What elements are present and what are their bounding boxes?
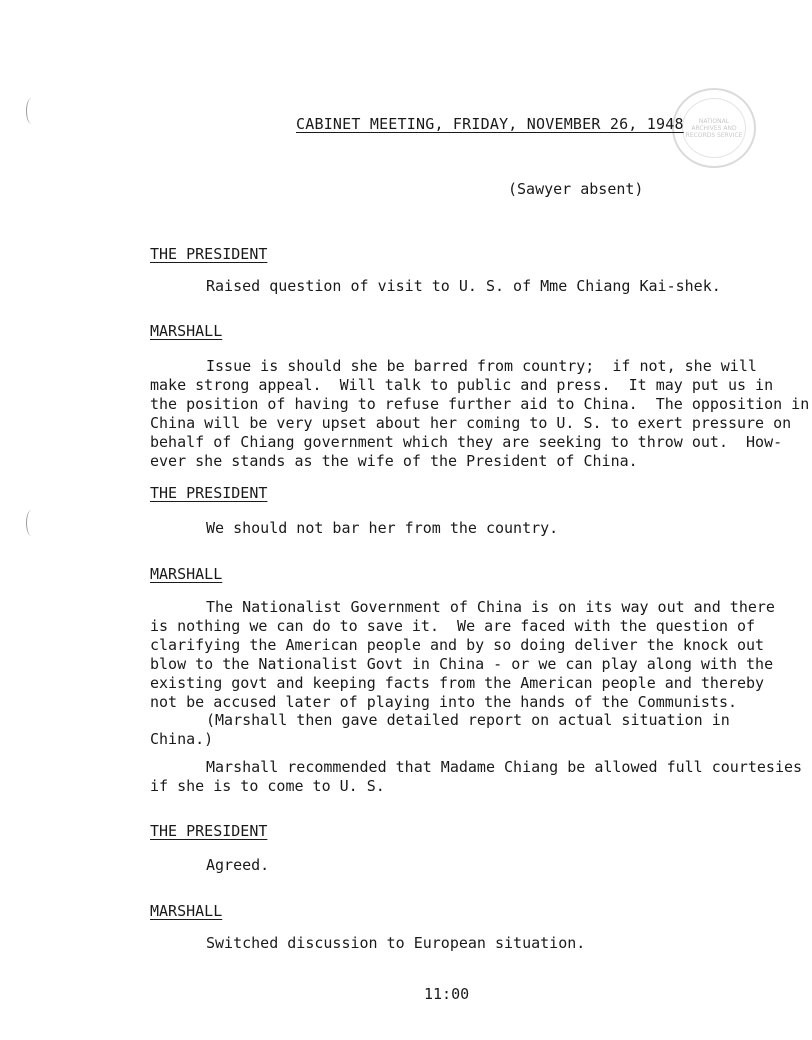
statement-line: existing govt and keeping facts from the American people and thereby <box>150 674 765 692</box>
statement-line: Raised question of visit to U. S. of Mme Chiang Kai-shek. <box>206 277 721 295</box>
statement-line: Agreed. <box>206 856 270 874</box>
speaker-heading: MARSHALL <box>150 565 223 583</box>
statement <box>150 711 780 749</box>
speaker-heading: THE PRESIDENT <box>150 245 268 263</box>
statement <box>150 598 780 712</box>
statement <box>150 758 803 796</box>
statement-line: ever she stands as the wife of the President of China. <box>150 452 638 470</box>
statement-line: not be accused later of playing into the hands of the Communists. <box>150 693 737 711</box>
attendance-note: (Sawyer absent) <box>508 180 644 198</box>
statement-line: make strong appeal. Will talk to public and press. It may put us in <box>150 376 774 394</box>
statement <box>150 519 780 538</box>
statement-line: the position of having to refuse further aid to China. The opposition in <box>150 395 810 413</box>
statement-line: The Nationalist Government of China is on its way out and there <box>206 598 775 616</box>
document-title: CABINET MEETING, FRIDAY, NOVEMBER 26, 1948 <box>296 115 684 133</box>
archive-stamp <box>672 88 756 168</box>
statement-line: China.) <box>150 730 214 748</box>
statement-line: clarifying the American people and by so doing deliver the knock out <box>150 636 765 654</box>
statement-line: Switched discussion to European situation. <box>206 934 586 952</box>
speaker-heading: MARSHALL <box>150 322 223 340</box>
speaker-heading: THE PRESIDENT <box>150 484 268 502</box>
archive-stamp-text: NATIONAL ARCHIVES AND RECORDS SERVICE <box>685 118 743 139</box>
speaker-heading: THE PRESIDENT <box>150 822 268 840</box>
statement <box>150 856 780 875</box>
statement-line: Marshall recommended that Madame Chiang be allowed full courtesies <box>206 758 803 776</box>
statement-line: (Marshall then gave detailed report on actual situation in <box>206 711 730 729</box>
page-number: 11:00 <box>424 985 470 1003</box>
statement <box>150 357 810 471</box>
statement-line: behalf of Chiang government which they are seeking to throw out. How- <box>150 433 783 451</box>
statement-line: is nothing we can do to save it. We are faced with the question of <box>150 617 756 635</box>
statement-line: blow to the Nationalist Govt in China - or we can play along with the <box>150 655 774 673</box>
statement-line: if she is to come to U. S. <box>150 777 385 795</box>
margin-punch-mark <box>26 98 37 124</box>
statement-line: We should not bar her from the country. <box>206 519 559 537</box>
margin-punch-mark <box>26 510 37 536</box>
statement-line: China will be very upset about her coming to U. S. to exert pressure on <box>150 414 792 432</box>
statement <box>150 277 780 296</box>
statement <box>150 934 780 953</box>
statement-line: Issue is should she be barred from country; if not, she will <box>206 357 757 375</box>
speaker-heading: MARSHALL <box>150 902 223 920</box>
